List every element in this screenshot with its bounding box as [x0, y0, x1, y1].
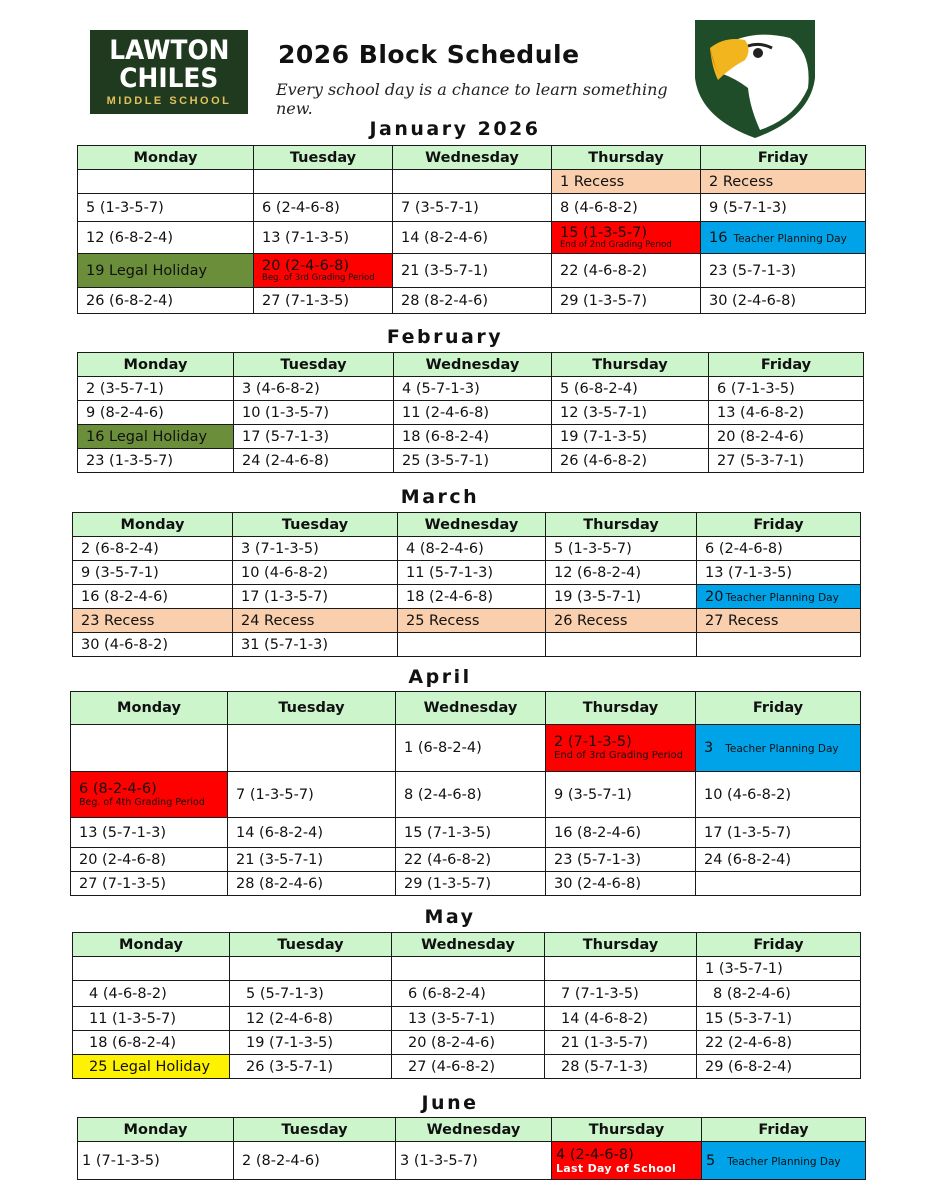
day-cell: 3 (7-1-3-5) [233, 537, 398, 561]
day-cell: 6 (6-8-2-4) [392, 981, 545, 1007]
grading-note: Beg. of 3rd Grading Period [262, 273, 375, 283]
day-cell [696, 872, 861, 896]
day-cell: 7 (3-5-7-1) [393, 194, 552, 222]
header-monday: Monday [73, 933, 230, 957]
day-cell: 18 (6-8-2-4) [394, 425, 552, 449]
day-cell [392, 957, 545, 981]
day-cell: 10 (4-6-8-2) [233, 561, 398, 585]
planning-note: Teacher Planning Day [727, 1155, 841, 1168]
calendar-june [77, 1117, 866, 1180]
day-cell: 26 (6-8-2-4) [78, 288, 254, 314]
day-cell-recess: 1 Recess [552, 170, 701, 194]
month-title-april: April [408, 666, 472, 688]
day-cell: 13 (5-7-1-3) [71, 818, 228, 848]
day-cell-recess: 24 Recess [233, 609, 398, 633]
day-cell [71, 725, 228, 772]
day-cell: 13 (4-6-8-2) [709, 401, 864, 425]
header-thursday: Thursday [546, 692, 696, 725]
day-cell-recess: 23 Recess [73, 609, 233, 633]
day-cell: 16 (8-2-4-6) [73, 585, 233, 609]
header-friday: Friday [709, 353, 864, 377]
header-tuesday: Tuesday [234, 353, 394, 377]
eagle-head-icon [690, 18, 820, 140]
calendar-may [72, 932, 861, 1079]
header-thursday: Thursday [546, 513, 697, 537]
day-cell: 5 (1-3-5-7) [78, 194, 254, 222]
day-cell: 28 (5-7-1-3) [545, 1055, 697, 1079]
day-cell: 1 (3-5-7-1) [697, 957, 861, 981]
day-cell: 23 (5-7-1-3) [546, 848, 696, 872]
day-cell [254, 170, 393, 194]
header-wednesday: Wednesday [396, 1118, 552, 1142]
day-cell-legal-holiday: 19 Legal Holiday [78, 254, 254, 288]
planning-note: Teacher Planning Day [733, 232, 847, 245]
day-cell-teacher-planning [697, 585, 861, 609]
header-wednesday: Wednesday [394, 353, 552, 377]
logo-line-1: LAWTON [108, 35, 230, 66]
school-logo [90, 30, 248, 114]
day-cell-teacher-planning [702, 1142, 866, 1180]
header-tuesday: Tuesday [254, 146, 393, 170]
header-thursday: Thursday [545, 933, 697, 957]
day-cell: 8 (2-4-6-8) [396, 772, 546, 818]
day-cell [393, 170, 552, 194]
day-cell: 25 (3-5-7-1) [394, 449, 552, 473]
day-cell: 23 (1-3-5-7) [78, 449, 234, 473]
day-cell: 20 (2-4-6-8) [71, 848, 228, 872]
day-cell: 30 (2-4-6-8) [546, 872, 696, 896]
header-wednesday: Wednesday [393, 146, 552, 170]
day-cell-grading-end [546, 725, 696, 772]
day-cell: 3 (4-6-8-2) [234, 377, 394, 401]
grading-note: End of 2nd Grading Period [560, 240, 672, 250]
day-cell: 29 (1-3-5-7) [552, 288, 701, 314]
planning-note: Teacher Planning Day [725, 591, 839, 604]
day-cell: 7 (7-1-3-5) [545, 981, 697, 1007]
header-tuesday: Tuesday [228, 692, 396, 725]
day-cell-recess: 26 Recess [546, 609, 697, 633]
month-title-march: March [400, 486, 480, 508]
header-friday: Friday [697, 513, 861, 537]
day-cell: 30 (2-4-6-8) [701, 288, 866, 314]
day-cell: 27 (4-6-8-2) [392, 1055, 545, 1079]
header-tuesday: Tuesday [234, 1118, 396, 1142]
day-cell: 31 (5-7-1-3) [233, 633, 398, 657]
day-cell: 20 (8-2-4-6) [392, 1031, 545, 1055]
header-monday: Monday [73, 513, 233, 537]
header-thursday: Thursday [552, 353, 709, 377]
month-title-june: June [421, 1092, 479, 1114]
day-cell-grading-begin [71, 772, 228, 818]
day-cell: 28 (8-2-4-6) [228, 872, 396, 896]
day-cell-last-day [552, 1142, 702, 1180]
header-wednesday: Wednesday [396, 692, 546, 725]
day-cell: 21 (3-5-7-1) [228, 848, 396, 872]
day-cell-teacher-planning [701, 222, 866, 254]
day-cell [398, 633, 546, 657]
day-label: 4 (2-4-6-8) [556, 1146, 634, 1163]
calendar-january [77, 145, 866, 314]
day-cell: 28 (8-2-4-6) [393, 288, 552, 314]
month-title-january: January 2026 [369, 118, 541, 140]
day-cell: 22 (4-6-8-2) [396, 848, 546, 872]
day-cell: 22 (4-6-8-2) [552, 254, 701, 288]
calendar-march [72, 512, 861, 657]
day-cell: 5 (1-3-5-7) [546, 537, 697, 561]
day-cell-legal-holiday: 25 Legal Holiday [73, 1055, 230, 1079]
day-cell: 12 (2-4-6-8) [230, 1007, 392, 1031]
day-cell-grading-begin [254, 254, 393, 288]
planning-note: Teacher Planning Day [725, 743, 839, 755]
day-cell: 7 (1-3-5-7) [228, 772, 396, 818]
month-title-may: May [424, 906, 476, 928]
day-cell: 17 (1-3-5-7) [233, 585, 398, 609]
header-friday: Friday [701, 146, 866, 170]
day-cell: 24 (2-4-6-8) [234, 449, 394, 473]
day-cell: 9 (3-5-7-1) [546, 772, 696, 818]
day-cell: 6 (2-4-6-8) [697, 537, 861, 561]
day-cell: 9 (3-5-7-1) [73, 561, 233, 585]
day-cell: 10 (1-3-5-7) [234, 401, 394, 425]
day-cell: 2 (8-2-4-6) [234, 1142, 396, 1180]
header-friday: Friday [696, 692, 861, 725]
grading-note: End of 3rd Grading Period [554, 750, 683, 761]
logo-line-3: MIDDLE SCHOOL [106, 95, 232, 107]
day-cell: 12 (6-8-2-4) [78, 222, 254, 254]
day-cell: 13 (7-1-3-5) [697, 561, 861, 585]
day-cell: 29 (1-3-5-7) [396, 872, 546, 896]
last-day-note: Last Day of School [556, 1161, 677, 1175]
day-cell: 29 (6-8-2-4) [697, 1055, 861, 1079]
header-monday: Monday [78, 1118, 234, 1142]
day-cell: 8 (4-6-8-2) [552, 194, 701, 222]
day-cell: 19 (7-1-3-5) [230, 1031, 392, 1055]
day-label: 15 (1-3-5-7) [560, 225, 647, 241]
day-cell: 1 (6-8-2-4) [396, 725, 546, 772]
day-cell: 27 (7-1-3-5) [254, 288, 393, 314]
day-cell: 2 (3-5-7-1) [78, 377, 234, 401]
day-cell: 6 (7-1-3-5) [709, 377, 864, 401]
day-cell: 21 (3-5-7-1) [393, 254, 552, 288]
header-tuesday: Tuesday [230, 933, 392, 957]
day-cell [546, 633, 697, 657]
day-cell: 12 (6-8-2-4) [546, 561, 697, 585]
day-cell-teacher-planning [696, 725, 861, 772]
day-cell: 27 (5-3-7-1) [709, 449, 864, 473]
header-monday: Monday [78, 353, 234, 377]
day-cell: 20 (8-2-4-6) [709, 425, 864, 449]
day-cell: 19 (7-1-3-5) [552, 425, 709, 449]
day-cell [73, 957, 230, 981]
day-cell: 4 (5-7-1-3) [394, 377, 552, 401]
day-cell: 15 (7-1-3-5) [396, 818, 546, 848]
day-cell [230, 957, 392, 981]
day-label: 20 [705, 588, 724, 605]
day-cell: 3 (1-3-5-7) [396, 1142, 552, 1180]
day-cell: 9 (5-7-1-3) [701, 194, 866, 222]
header-friday: Friday [702, 1118, 866, 1142]
day-cell: 11 (5-7-1-3) [398, 561, 546, 585]
day-cell: 21 (1-3-5-7) [545, 1031, 697, 1055]
day-cell [228, 725, 396, 772]
day-cell: 6 (2-4-6-8) [254, 194, 393, 222]
day-cell: 16 (8-2-4-6) [546, 818, 696, 848]
page-title: 2026 Block Schedule [278, 40, 580, 69]
day-cell [697, 633, 861, 657]
day-cell: 13 (3-5-7-1) [392, 1007, 545, 1031]
day-cell: 5 (5-7-1-3) [230, 981, 392, 1007]
day-cell: 19 (3-5-7-1) [546, 585, 697, 609]
day-cell: 17 (5-7-1-3) [234, 425, 394, 449]
header-thursday: Thursday [552, 1118, 702, 1142]
day-cell: 4 (4-6-8-2) [73, 981, 230, 1007]
month-title-february: February [386, 326, 504, 348]
header-tuesday: Tuesday [233, 513, 398, 537]
day-cell: 30 (4-6-8-2) [73, 633, 233, 657]
day-cell: 24 (6-8-2-4) [696, 848, 861, 872]
day-label: 5 [706, 1152, 716, 1169]
day-cell: 27 (7-1-3-5) [71, 872, 228, 896]
day-cell: 10 (4-6-8-2) [696, 772, 861, 818]
day-label: 16 [709, 229, 728, 246]
day-cell-legal-holiday: 16 Legal Holiday [78, 425, 234, 449]
logo-line-2: CHILES [119, 63, 219, 94]
day-cell-grading-end [552, 222, 701, 254]
day-cell [78, 170, 254, 194]
header-wednesday: Wednesday [398, 513, 546, 537]
day-cell: 23 (5-7-1-3) [701, 254, 866, 288]
day-cell: 14 (6-8-2-4) [228, 818, 396, 848]
day-label: 20 (2-4-6-8) [262, 258, 349, 274]
grading-note: Beg. of 4th Grading Period [79, 797, 205, 808]
day-cell-recess: 27 Recess [697, 609, 861, 633]
day-cell-recess: 2 Recess [701, 170, 866, 194]
day-cell: 4 (8-2-4-6) [398, 537, 546, 561]
day-cell: 26 (4-6-8-2) [552, 449, 709, 473]
day-cell: 9 (8-2-4-6) [78, 401, 234, 425]
day-label: 2 (7-1-3-5) [554, 734, 632, 750]
day-cell: 18 (6-8-2-4) [73, 1031, 230, 1055]
day-cell: 13 (7-1-3-5) [254, 222, 393, 254]
day-cell [545, 957, 697, 981]
day-cell: 11 (1-3-5-7) [73, 1007, 230, 1031]
day-cell: 2 (6-8-2-4) [73, 537, 233, 561]
header-wednesday: Wednesday [392, 933, 545, 957]
day-cell-recess: 25 Recess [398, 609, 546, 633]
day-cell: 14 (4-6-8-2) [545, 1007, 697, 1031]
day-cell: 12 (3-5-7-1) [552, 401, 709, 425]
day-cell: 22 (2-4-6-8) [697, 1031, 861, 1055]
header-monday: Monday [71, 692, 228, 725]
day-cell: 17 (1-3-5-7) [696, 818, 861, 848]
day-cell: 14 (8-2-4-6) [393, 222, 552, 254]
day-cell: 15 (5-3-7-1) [697, 1007, 861, 1031]
day-cell: 5 (6-8-2-4) [552, 377, 709, 401]
header-thursday: Thursday [552, 146, 701, 170]
header-monday: Monday [78, 146, 254, 170]
day-cell: 8 (8-2-4-6) [697, 981, 861, 1007]
day-cell: 1 (7-1-3-5) [78, 1142, 234, 1180]
calendar-april [70, 691, 861, 896]
day-cell: 18 (2-4-6-8) [398, 585, 546, 609]
calendar-february [77, 352, 864, 473]
day-label: 6 (8-2-4-6) [79, 781, 157, 797]
day-cell: 11 (2-4-6-8) [394, 401, 552, 425]
day-label: 3 [704, 740, 714, 756]
page-subtitle: Every school day is a chance to learn something new. [276, 80, 668, 118]
day-cell: 26 (3-5-7-1) [230, 1055, 392, 1079]
header-friday: Friday [697, 933, 861, 957]
